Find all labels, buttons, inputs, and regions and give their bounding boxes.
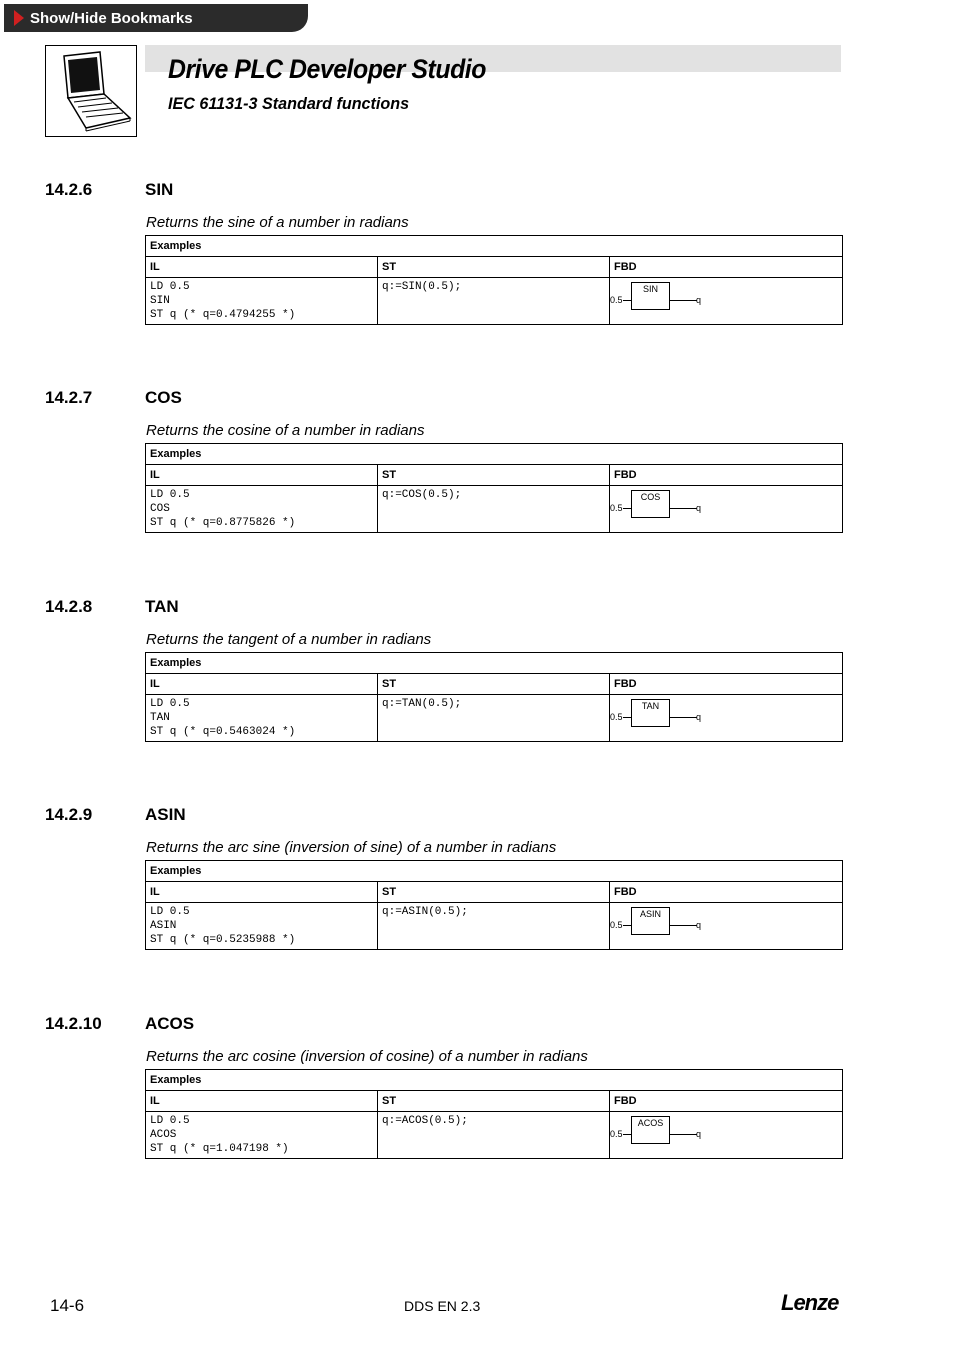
fbd-diagram [610, 278, 842, 324]
il-line: LD 0.5 [150, 906, 190, 918]
page-title: Drive PLC Developer Studio [168, 54, 486, 84]
examples-table [145, 860, 843, 950]
document-id: DDS EN 2.3 [404, 1298, 481, 1314]
fbd-cell [610, 278, 843, 325]
column-header-fbd: FBD [610, 1091, 843, 1112]
section-number: 14.2.9 [45, 805, 93, 824]
il-line: ST q (* q=0.5463024 *) [150, 726, 296, 738]
fbd-input-label: 0.5 [610, 712, 623, 722]
st-code-cell [378, 903, 610, 950]
section-title: SIN [145, 180, 174, 199]
fbd-input-label: 0.5 [610, 503, 623, 513]
examples-caption: Examples [146, 1070, 843, 1091]
section-number: 14.2.7 [45, 388, 93, 407]
st-code: q:=ASIN(0.5); [382, 906, 468, 918]
fbd-output-label: q [696, 503, 702, 513]
st-code-cell [378, 1112, 610, 1159]
fbd-output-label: q [696, 1129, 702, 1139]
fbd-output-wire [669, 508, 697, 509]
il-line: ST q (* q=0.4794255 *) [150, 309, 296, 321]
il-line: LD 0.5 [150, 281, 190, 293]
fbd-function-block: TAN [631, 699, 670, 727]
fbd-function-block: ASIN [631, 907, 670, 935]
fbd-cell [610, 903, 843, 950]
column-header-il: IL [146, 465, 378, 486]
examples-table [145, 443, 843, 533]
il-line: LD 0.5 [150, 489, 190, 501]
il-line: LD 0.5 [150, 1115, 190, 1127]
page-number: 14-6 [50, 1296, 85, 1315]
fbd-diagram [610, 695, 842, 741]
fbd-input-label: 0.5 [610, 1129, 623, 1139]
st-code-cell [378, 278, 610, 325]
column-header-st: ST [378, 465, 610, 486]
column-header-fbd: FBD [610, 257, 843, 278]
fbd-output-wire [669, 300, 697, 301]
fbd-output-wire [669, 1134, 697, 1135]
brand-logo: Lenze [781, 1290, 839, 1315]
il-line: TAN [150, 712, 170, 724]
fbd-cell [610, 486, 843, 533]
section-title: TAN [145, 597, 179, 616]
st-code: q:=TAN(0.5); [382, 698, 462, 710]
section-description: Returns the tangent of a number in radians [146, 631, 432, 648]
st-code: q:=ACOS(0.5); [382, 1115, 468, 1127]
section-description: Returns the arc cosine (inversion of cosine) of a number in radians [146, 1048, 588, 1065]
st-code-cell [378, 695, 610, 742]
fbd-diagram [610, 486, 842, 532]
st-code-cell [378, 486, 610, 533]
column-header-il: IL [146, 257, 378, 278]
fbd-function-block: COS [631, 490, 670, 518]
il-line: ST q (* q=1.047198 *) [150, 1143, 289, 1155]
examples-caption: Examples [146, 861, 843, 882]
fbd-output-wire [669, 925, 697, 926]
section-title: COS [145, 388, 182, 407]
fbd-input-wire [623, 300, 631, 301]
examples-table [145, 235, 843, 325]
column-header-il: IL [146, 1091, 378, 1112]
il-code-cell [146, 486, 378, 533]
examples-table [145, 1069, 843, 1159]
column-header-il: IL [146, 882, 378, 903]
fbd-diagram [610, 903, 842, 949]
column-header-st: ST [378, 882, 610, 903]
fbd-input-wire [623, 717, 631, 718]
fbd-output-wire [669, 717, 697, 718]
section-description: Returns the sine of a number in radians [146, 214, 409, 231]
st-code: q:=COS(0.5); [382, 489, 462, 501]
laptop-icon [45, 45, 137, 137]
examples-caption: Examples [146, 653, 843, 674]
section-description: Returns the cosine of a number in radians [146, 422, 425, 439]
fbd-input-label: 0.5 [610, 920, 623, 930]
fbd-output-label: q [696, 712, 702, 722]
fbd-diagram [610, 1112, 842, 1158]
column-header-il: IL [146, 674, 378, 695]
page-subtitle: IEC 61131-3 Standard functions [168, 94, 410, 113]
section-number: 14.2.10 [45, 1014, 102, 1033]
il-code-cell [146, 695, 378, 742]
fbd-input-label: 0.5 [610, 295, 623, 305]
il-line: COS [150, 503, 170, 515]
il-code-cell [146, 278, 378, 325]
examples-table [145, 652, 843, 742]
section-number: 14.2.8 [45, 597, 93, 616]
fbd-input-wire [623, 1134, 631, 1135]
il-line: ACOS [150, 1129, 177, 1141]
examples-caption: Examples [146, 236, 843, 257]
column-header-st: ST [378, 674, 610, 695]
section-title: ACOS [145, 1014, 195, 1033]
il-line: SIN [150, 295, 170, 307]
il-line: LD 0.5 [150, 698, 190, 710]
fbd-output-label: q [696, 920, 702, 930]
show-hide-bookmarks-button[interactable] [4, 4, 308, 32]
il-line: ST q (* q=0.8775826 *) [150, 517, 296, 529]
bookmark-tab-label: Show/Hide Bookmarks [30, 9, 193, 27]
column-header-st: ST [378, 257, 610, 278]
il-code-cell [146, 1112, 378, 1159]
column-header-st: ST [378, 1091, 610, 1112]
fbd-output-label: q [696, 295, 702, 305]
il-code-cell [146, 903, 378, 950]
triangle-right-icon [14, 10, 24, 26]
fbd-input-wire [623, 508, 631, 509]
fbd-function-block: SIN [631, 282, 670, 310]
column-header-fbd: FBD [610, 465, 843, 486]
fbd-cell [610, 1112, 843, 1159]
column-header-fbd: FBD [610, 674, 843, 695]
section-description: Returns the arc sine (inversion of sine) of a number in radians [146, 839, 557, 856]
section-title: ASIN [145, 805, 186, 824]
st-code: q:=SIN(0.5); [382, 281, 462, 293]
examples-caption: Examples [146, 444, 843, 465]
section-number: 14.2.6 [45, 180, 93, 199]
fbd-input-wire [623, 925, 631, 926]
il-line: ASIN [150, 920, 177, 932]
il-line: ST q (* q=0.5235988 *) [150, 934, 296, 946]
fbd-function-block: ACOS [631, 1116, 670, 1144]
fbd-cell [610, 695, 843, 742]
column-header-fbd: FBD [610, 882, 843, 903]
